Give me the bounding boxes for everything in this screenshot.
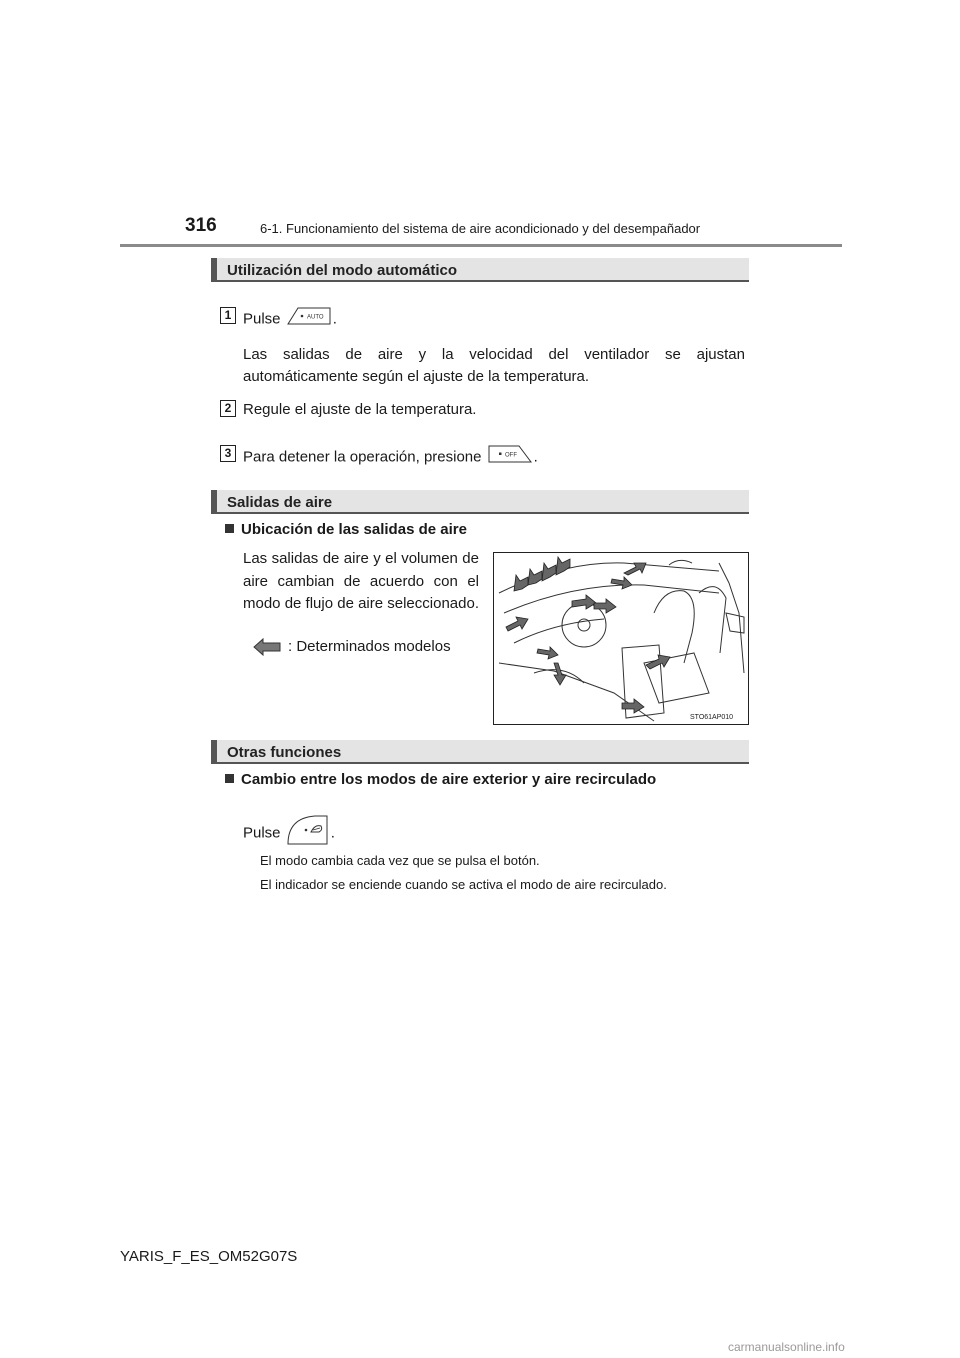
auto-button-icon bbox=[285, 305, 333, 334]
auto-button-label: AUTO bbox=[306, 314, 324, 321]
recirculation-note-1: El modo cambia cada vez que se pulsa el botón. bbox=[260, 853, 540, 868]
page-number: 316 bbox=[185, 215, 217, 236]
step-number-2: 2 bbox=[220, 400, 236, 417]
subheading-text: Cambio entre los modos de aire exterior y aire recirculado bbox=[241, 771, 657, 788]
step-2-text: Regule el ajuste de la temperatura. bbox=[243, 401, 477, 418]
step-3-period: . bbox=[533, 448, 538, 466]
car-interior-drawing bbox=[494, 553, 747, 723]
section-heading-other-functions bbox=[211, 740, 749, 764]
off-button-icon bbox=[486, 443, 534, 472]
square-bullet-icon bbox=[225, 524, 234, 533]
certain-models-legend: : Determinados modelos bbox=[288, 638, 451, 655]
off-button-label: OFF bbox=[504, 452, 517, 459]
subheading-recirculation bbox=[225, 771, 656, 788]
outlets-paragraph: Las salidas de aire y el volumen de aire cambian de acuerdo con el modo de flujo de aire seleccionado. bbox=[243, 550, 479, 612]
section-heading-air-outlets bbox=[211, 490, 749, 514]
step-1-text: Pulse bbox=[243, 310, 281, 328]
step-1-period: . bbox=[332, 310, 337, 328]
square-bullet-icon bbox=[225, 774, 234, 783]
recirculation-step-line bbox=[243, 813, 335, 854]
recirculation-button-icon bbox=[285, 813, 331, 854]
recirculation-step-text: Pulse bbox=[243, 824, 281, 842]
step-number-3: 3 bbox=[220, 445, 236, 462]
section-heading-text: Utilización del modo automático bbox=[227, 262, 458, 279]
step-number-1: 1 bbox=[220, 307, 236, 324]
recirculation-step-period: . bbox=[330, 824, 335, 842]
section-heading-auto-mode bbox=[211, 258, 749, 282]
chapter-title: 6-1. Funcionamiento del sistema de aire acondicionado y del desempañador bbox=[260, 221, 701, 236]
figure-code: STO61AP010 bbox=[690, 714, 734, 721]
subheading-outlet-location bbox=[225, 521, 467, 538]
recirculation-note-2: El indicador se enciende cuando se activa el modo de aire recirculado. bbox=[260, 877, 667, 892]
step-1-description: Las salidas de aire y la velocidad del ventilador se ajustan automáticamente según el ajuste de la temperatura. bbox=[243, 346, 745, 385]
section-heading-text: Otras funciones bbox=[227, 744, 342, 761]
document-code: YARIS_F_ES_OM52G07S bbox=[120, 1248, 298, 1265]
step-3-line bbox=[243, 443, 538, 472]
header-rule bbox=[120, 244, 842, 247]
subheading-text: Ubicación de las salidas de aire bbox=[241, 521, 467, 538]
section-heading-text: Salidas de aire bbox=[227, 494, 333, 511]
air-outlets-illustration bbox=[493, 552, 749, 725]
step-3-text: Para detener la operación, presione bbox=[243, 448, 482, 466]
certain-models-arrow-icon bbox=[252, 636, 282, 663]
step-1-line bbox=[243, 305, 337, 334]
watermark: carmanualsonline.info bbox=[728, 1340, 845, 1354]
